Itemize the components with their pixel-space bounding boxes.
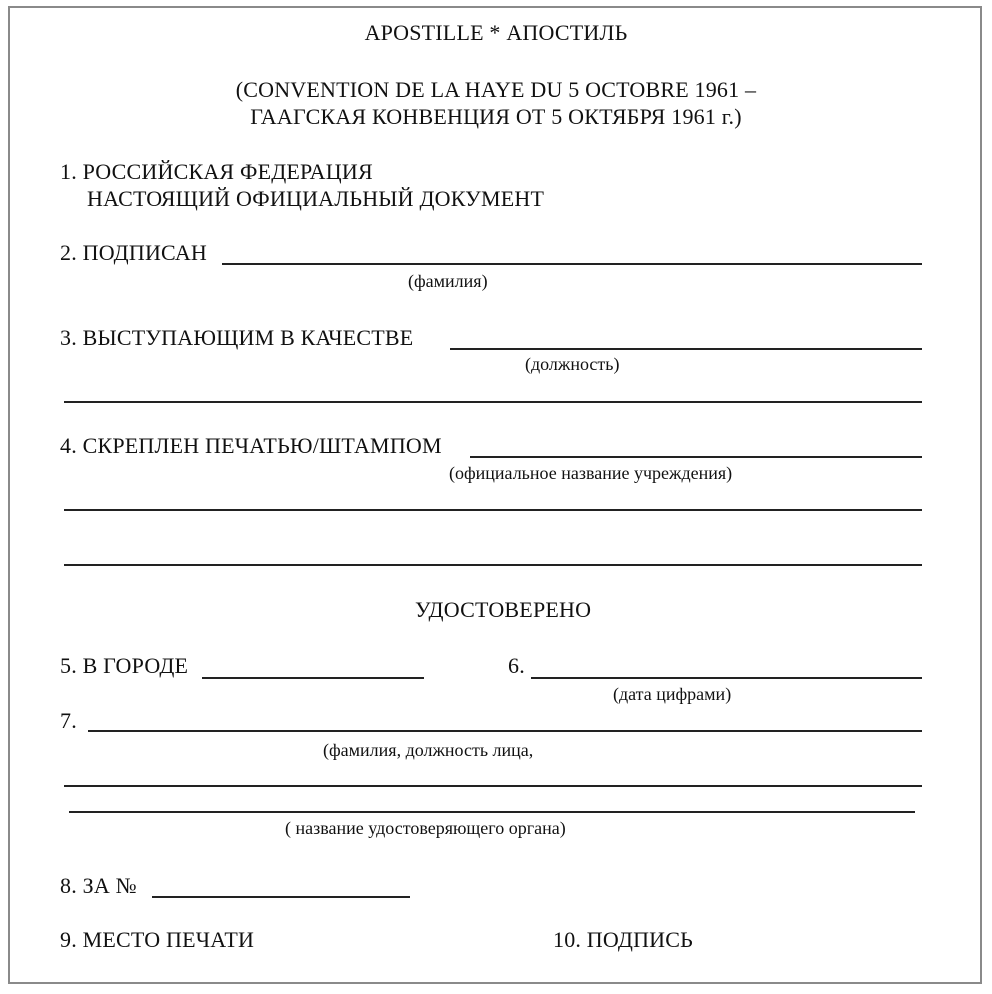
field-1-document: НАСТОЯЩИЙ ОФИЦИАЛЬНЫЙ ДОКУМЕНТ <box>87 186 545 211</box>
field-6-caption: (дата цифрами) <box>613 684 732 704</box>
convention-line-1: (CONVENTION DE LA HAYE DU 5 OCTOBRE 1961 – <box>235 77 757 102</box>
convention-line-2: ГААГСКАЯ КОНВЕНЦИЯ ОТ 5 ОКТЯБРЯ 1961 г.) <box>250 104 742 129</box>
field-4-continuation-line-1[interactable] <box>64 509 922 511</box>
field-4-continuation-line-2[interactable] <box>64 564 922 566</box>
form-title: APOSTILLE * АПОСТИЛЬ <box>364 20 628 45</box>
field-2-caption: (фамилия) <box>408 271 488 291</box>
field-7-label: 7. <box>60 708 77 733</box>
field-5-city-line[interactable] <box>202 677 424 679</box>
field-6-date-line[interactable] <box>531 677 922 679</box>
field-7-continuation-line-2[interactable] <box>69 811 915 813</box>
field-2-label: 2. ПОДПИСАН <box>60 240 208 265</box>
field-7-continuation-line-1[interactable] <box>64 785 922 787</box>
field-4-label: 4. СКРЕПЛЕН ПЕЧАТЬЮ/ШТАМПОМ <box>60 433 442 458</box>
field-2-signed-by-line[interactable] <box>222 263 922 265</box>
field-4-seal-line[interactable] <box>470 456 922 458</box>
field-3-caption: (должность) <box>525 354 620 374</box>
field-7-caption-2: ( название удостоверяющего органа) <box>285 818 566 838</box>
field-3-capacity-line[interactable] <box>450 348 922 350</box>
certified-heading: УДОСТОВЕРЕНО <box>415 597 592 622</box>
field-1-country: 1. РОССИЙСКАЯ ФЕДЕРАЦИЯ <box>60 159 373 184</box>
field-7-name-line[interactable] <box>88 730 922 732</box>
field-3-label: 3. ВЫСТУПАЮЩИМ В КАЧЕСТВЕ <box>60 325 414 350</box>
field-7-caption: (фамилия, должность лица, <box>323 740 534 760</box>
field-10-signature: 10. ПОДПИСЬ <box>553 927 693 952</box>
field-3-continuation-line[interactable] <box>64 401 922 403</box>
field-8-label: 8. ЗА № <box>60 873 137 898</box>
field-5-label: 5. В ГОРОДЕ <box>60 653 189 678</box>
field-6-label: 6. <box>508 653 525 678</box>
field-9-seal-place: 9. МЕСТО ПЕЧАТИ <box>60 927 255 952</box>
field-8-number-line[interactable] <box>152 896 410 898</box>
field-4-caption: (официальное название учреждения) <box>449 463 733 483</box>
